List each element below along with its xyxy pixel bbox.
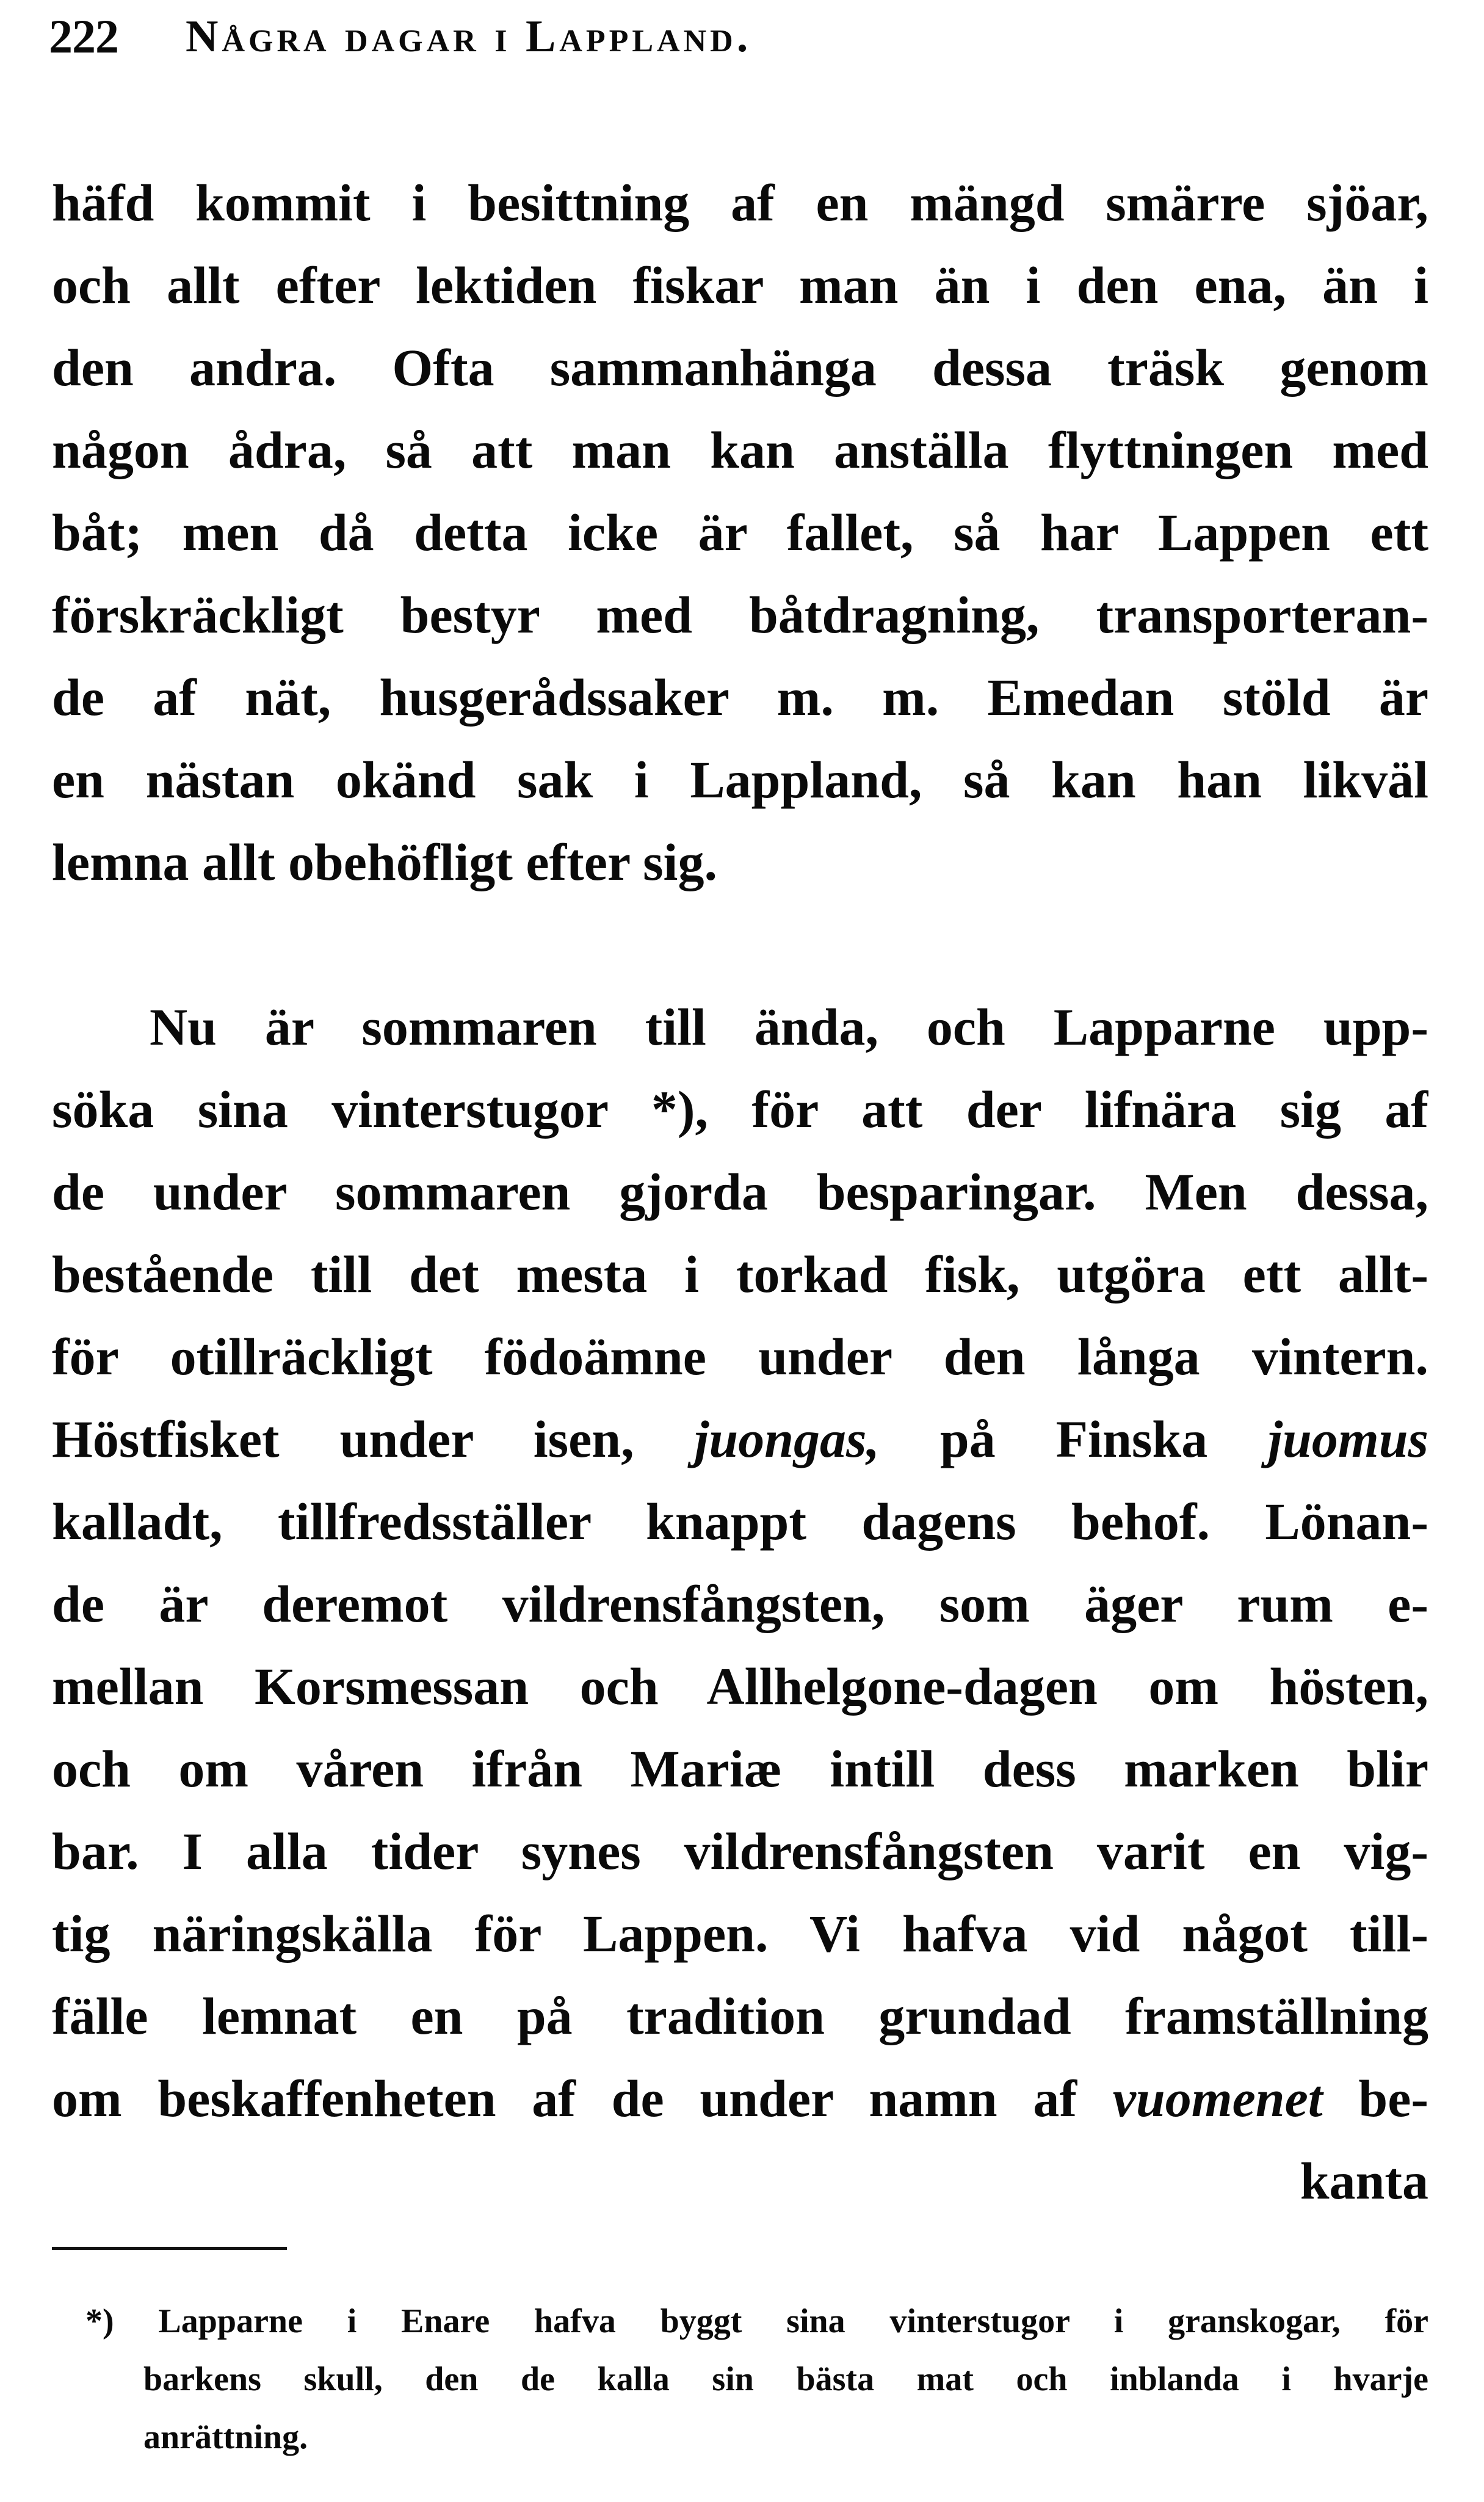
text-line: de är deremot vildrensfångsten, som äger rum e- [52,1575,1428,1633]
text-line: båt; men då detta icke är fallet, så har Lappen ett [52,503,1428,562]
text-line: lemna allt obehöfligt efter sig. [52,833,717,891]
paragraph-1 [52,162,1428,904]
text-line: mellan Korsmessan och Allhelgone-dagen om hösten, [52,1657,1428,1716]
text-line: den andra. Ofta sammanhänga dessa träsk genom [52,338,1428,397]
text-line: och om våren ifrån Mariæ intill dess marken blir [52,1739,1428,1798]
text-line [52,2058,1428,2140]
text-line: och allt efter lektiden fiskar man än i den ena, än i [52,256,1428,314]
text-line: häfd kommit i besittning af en mängd smärre sjöar, [52,173,1428,232]
running-title: Några dagar i Lappland. [186,11,752,62]
text-run: be- [1358,2069,1428,2128]
footnote-rule [52,2247,287,2250]
footnote [85,2293,1428,2467]
text-run: Höstfisket under isen, [52,1410,634,1468]
footnote-line: barkens skull, den de kalla sin bästa mat och inblanda i hvarje [143,2360,1428,2398]
text-line: de af nät, husgerådssaker m. m. Emedan stöld är [52,668,1428,727]
running-head [49,0,751,73]
paragraph-2 [52,986,1428,2222]
text-line: en nästan okänd sak i Lappland, så kan han likväl [52,750,1428,809]
italic-term: juomus [1268,1410,1428,1468]
text-line: bestående till det mesta i torkad fisk, utgöra ett allt- [52,1245,1428,1304]
text-line: söka sina vinterstugor *), för att der lifnära sig af [52,1080,1428,1139]
text-line: någon ådra, så att man kan anställa flyttningen med [52,421,1428,479]
italic-term: juongas, [694,1410,880,1468]
footnote-line: anrättning. [143,2418,308,2456]
italic-term: vuomenet [1112,2069,1323,2128]
catchword: kanta [1300,2152,1428,2210]
text-line: fälle lemnat en på tradition grundad framställning [52,1987,1428,2045]
text-line: bar. I alla tider synes vildrensfångsten varit en vig- [52,1822,1428,1880]
text-line: tig näringskälla för Lappen. Vi hafva vid något till- [52,1904,1428,1963]
text-line: för otillräckligt födoämne under den långa vintern. [52,1327,1428,1386]
text-line: förskräckligt bestyr med båtdragning, transporteran- [52,586,1428,644]
footnote-line: *) Lapparne i Enare hafva byggt sina vinterstugor i granskogar, för [85,2302,1428,2340]
text-line: Nu är sommaren till ända, och Lapparne upp- [150,998,1428,1056]
text-run: om beskaffenheten af de under namn af [52,2069,1077,2128]
text-line [52,1398,1428,1481]
text-run: på Finska [939,1410,1208,1468]
text-line: de under sommaren gjorda besparingar. Men dessa, [52,1162,1428,1221]
page-number: 222 [49,10,118,63]
text-line: kalladt, tillfredsställer knappt dagens behof. Lönan- [52,1492,1428,1551]
